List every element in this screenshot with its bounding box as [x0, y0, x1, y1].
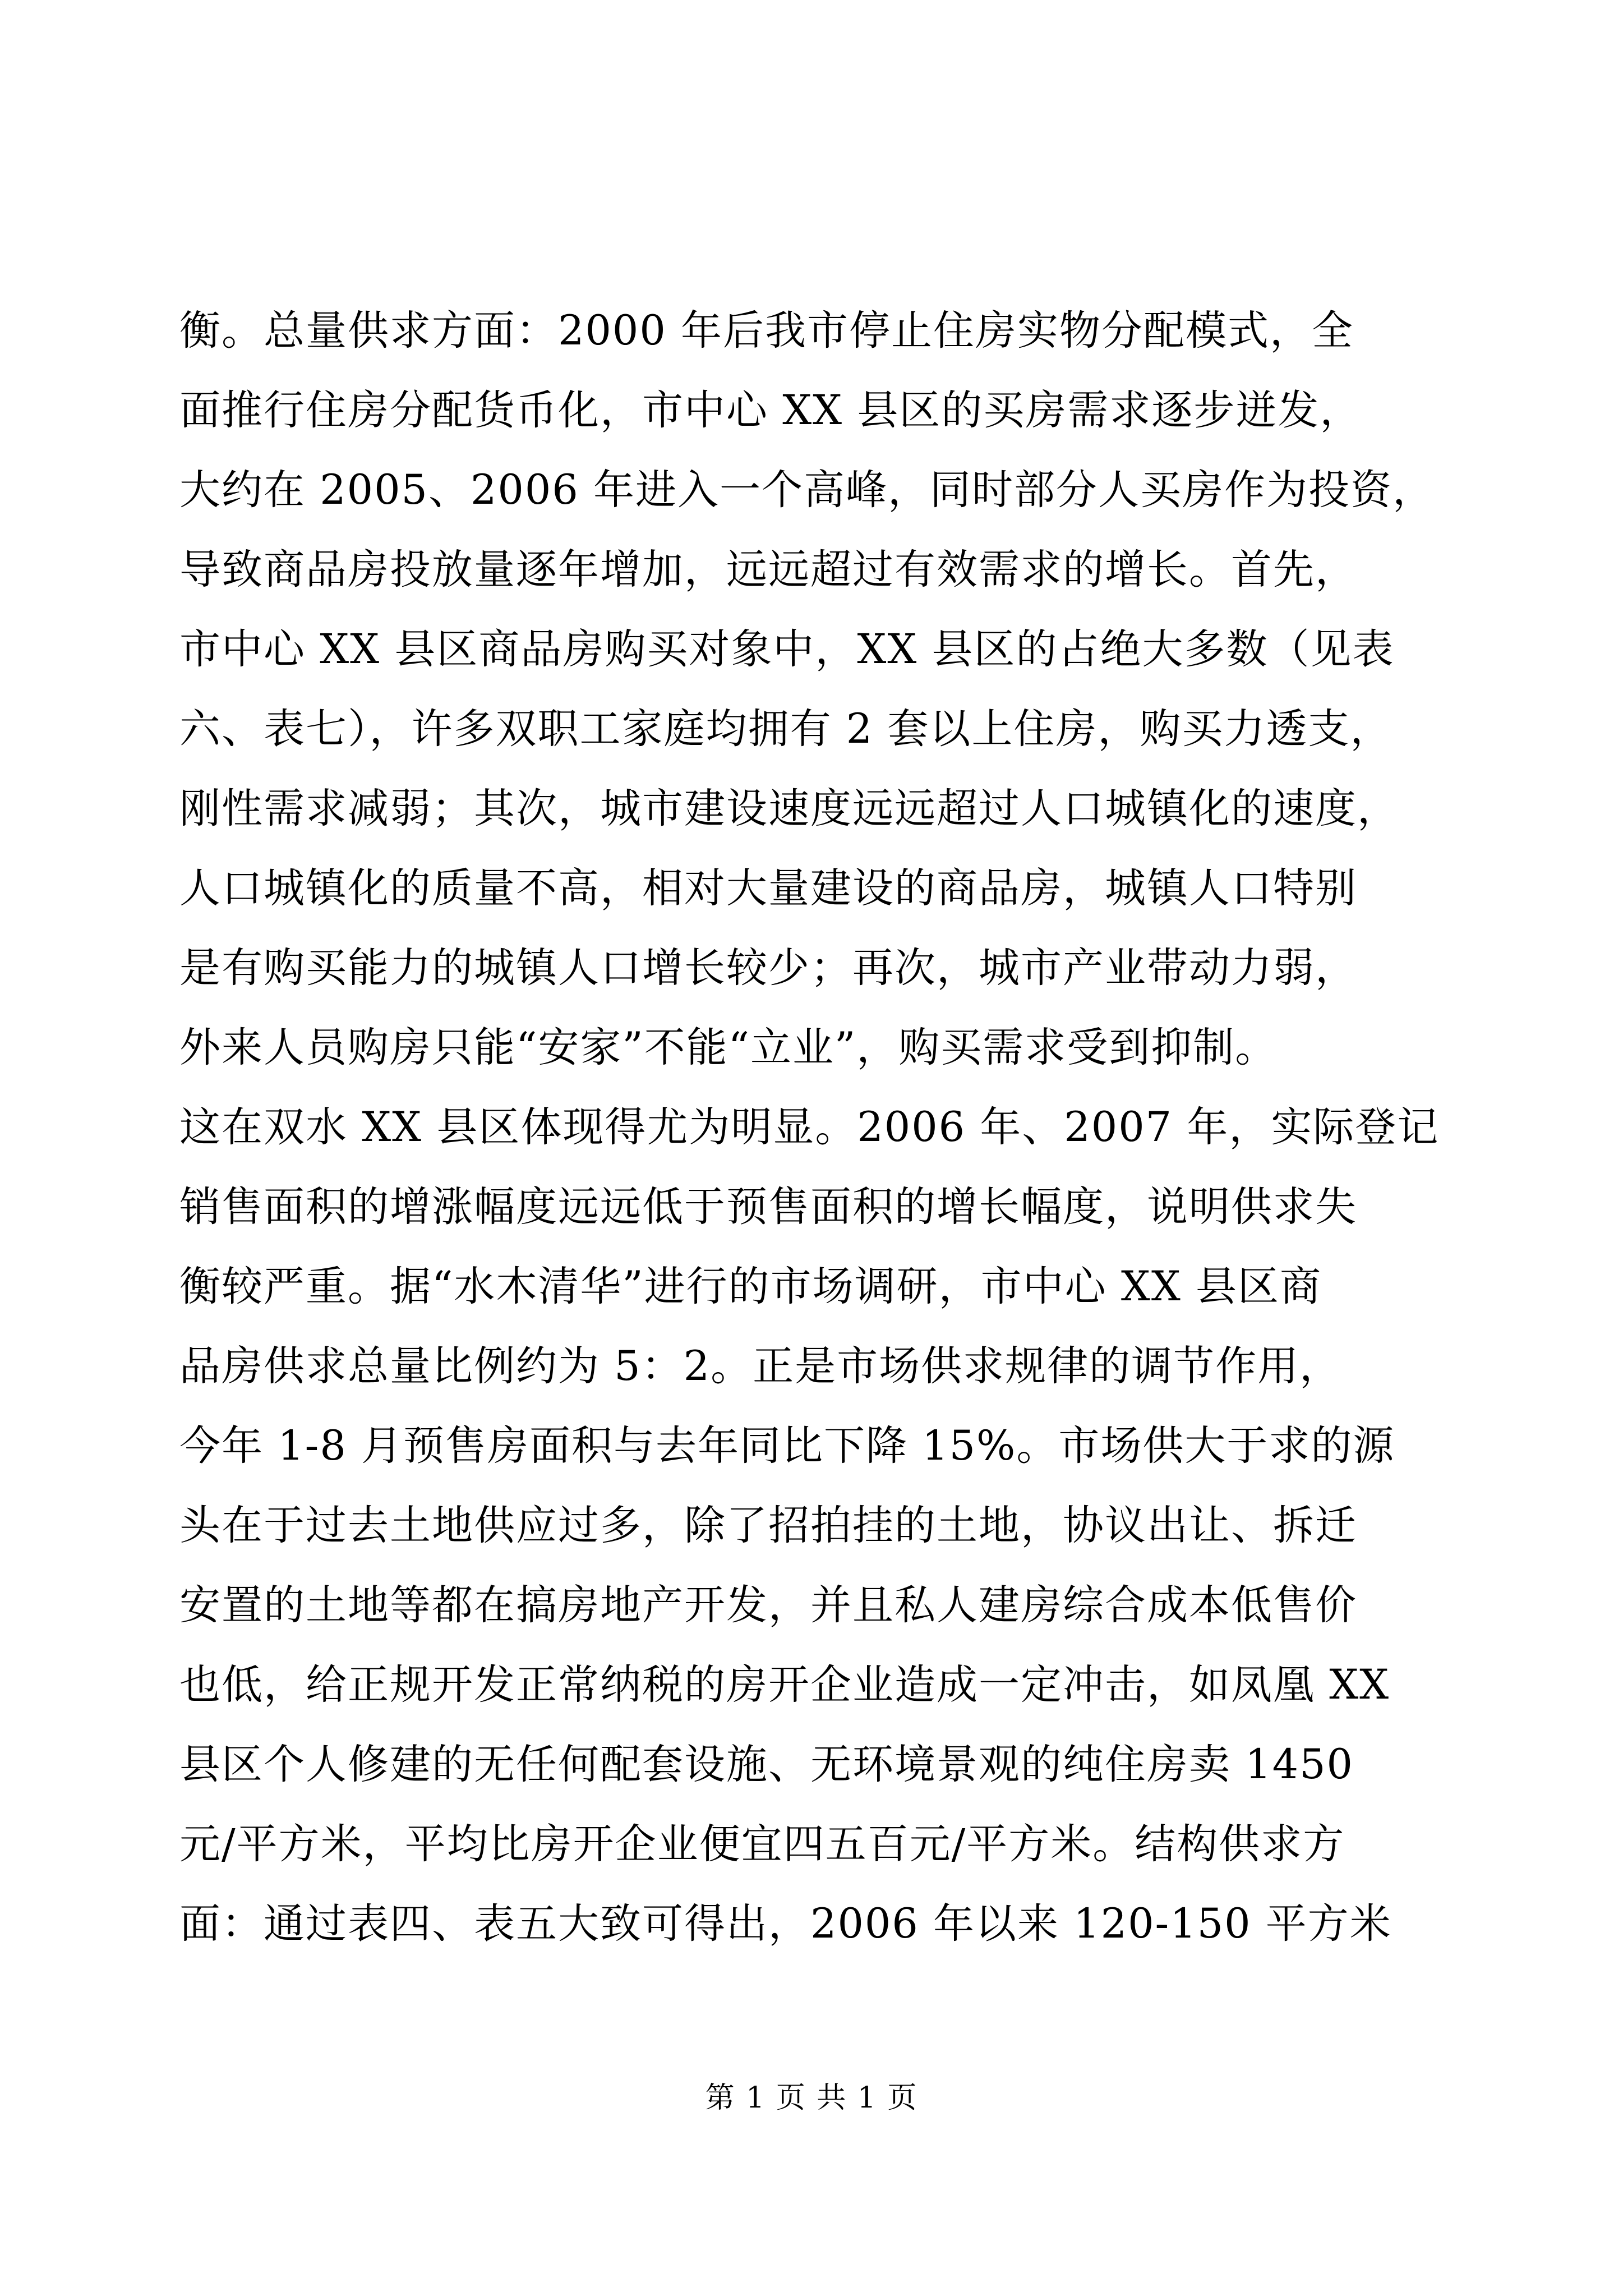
- text-line: 品房供求总量比例约为 5：2。正是市场供求规律的调节作用，: [179, 1342, 1342, 1390]
- text-line: 也低，给正规开发正常纳税的房开企业造成一定冲击，如凤凰 XX: [179, 1661, 1390, 1709]
- text-line: 销售面积的增涨幅度远远低于预售面积的增长幅度，说明供求失: [179, 1183, 1357, 1231]
- text-line: 导致商品房投放量逐年增加，远远超过有效需求的增长。首先，: [179, 546, 1357, 593]
- text-line: 外来人员购房只能“安家”不能“立业”，购买需求受到抑制。: [179, 1024, 1278, 1071]
- text-line: 这在双水 XX 县区体现得尤为明显。2006 年、2007 年，实际登记: [179, 1103, 1440, 1151]
- text-line: 市中心 XX 县区商品房购买对象中，XX 县区的占绝大多数（见表: [179, 625, 1395, 673]
- text-line: 衡。总量供求方面：2000 年后我市停止住房实物分配模式，全: [179, 307, 1354, 355]
- text-line: 今年 1-8 月预售房面积与去年同比下降 15%。市场供大于求的源: [179, 1422, 1395, 1470]
- text-line: 刚性需求减弱；其次，城市建设速度远远超过人口城镇化的速度，: [179, 785, 1399, 832]
- page-footer: 第 1 页 共 1 页: [705, 2081, 918, 2115]
- text-line: 衡较严重。据“水木清华”进行的市场调研，市中心 XX 县区商: [179, 1263, 1322, 1310]
- text-line: 六、表七），许多双职工家庭均拥有 2 套以上住房，购买力透支，: [179, 705, 1393, 753]
- text-line: 头在于过去土地供应过多，除了招拍挂的土地，协议出让、拆迁: [179, 1502, 1357, 1549]
- text-line: 元/平方米，平均比房开企业便宜四五百元/平方米。结构供求方: [179, 1820, 1345, 1868]
- text-line: 面：通过表四、表五大致可得出，2006 年以来 120-150 平方米: [179, 1900, 1392, 1948]
- text-line: 面推行住房分配货币化，市中心 XX 县区的买房需求逐步迸发，: [179, 386, 1362, 434]
- text-line: 安置的土地等都在搞房地产开发，并且私人建房综合成本低售价: [179, 1581, 1357, 1629]
- text-line: 大约在 2005、2006 年进入一个高峰，同时部分人买房作为投资，: [179, 466, 1435, 514]
- text-line: 人口城镇化的质量不高，相对大量建设的商品房，城镇人口特别: [179, 864, 1357, 912]
- text-line: 是有购买能力的城镇人口增长较少；再次，城市产业带动力弱，: [179, 944, 1357, 992]
- text-line: 县区个人修建的无任何配套设施、无环境景观的纯住房卖 1450: [179, 1741, 1354, 1788]
